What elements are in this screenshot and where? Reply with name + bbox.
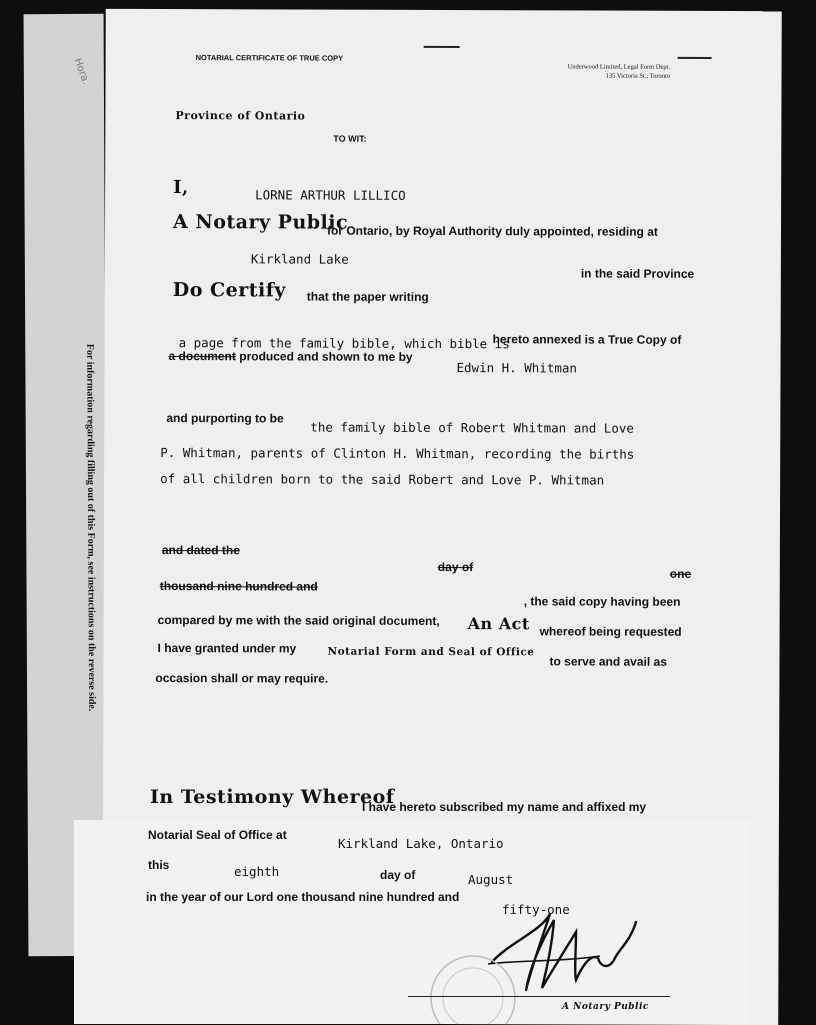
seal-at-text: Notarial Seal of Office at	[148, 828, 287, 842]
do-certify-heading: Do Certify	[172, 279, 287, 302]
purport-line-1: the family bible of Robert Whitman and Love	[310, 419, 634, 436]
notary-seal	[428, 950, 518, 1024]
year-text: in the year of our Lord one thousand nine hundred and	[146, 890, 460, 904]
an-act-heading: An Act	[467, 614, 530, 634]
publisher-line2: 135 Victoria St., Toronto	[605, 72, 671, 80]
paper-writing-text: that the paper writing	[306, 289, 429, 304]
staple-mark	[678, 57, 712, 59]
signature-label: A Notary Public	[562, 1002, 649, 1012]
day-of-label: day of	[380, 868, 416, 882]
produced-by-text: produced and shown to me by	[239, 349, 413, 364]
granted-text: I have granted under my	[157, 641, 297, 656]
notary-name-field: LORNE ARTHUR LILLICO	[255, 187, 406, 203]
a-document-struck: a document	[168, 349, 236, 364]
signature-line	[408, 996, 670, 997]
thousand-struck: thousand nine hundred and	[159, 579, 318, 594]
to-wit-label: TO WIT:	[333, 133, 367, 144]
day-field: eighth	[234, 864, 280, 879]
i-label: I,	[173, 177, 189, 199]
in-province-text: in the said Province	[580, 266, 695, 281]
in-testimony-heading: In Testimony Whereof	[150, 786, 395, 808]
serve-text: to serve and avail as	[549, 654, 667, 669]
one-struck: one	[669, 566, 692, 581]
publisher-line1: Underwood Limited, Legal Form Dept.	[567, 63, 671, 71]
year-field: fifty-one	[502, 902, 570, 917]
description-field: a page from the family bible, which bible is	[178, 335, 510, 352]
and-dated-the-struck: and dated the	[161, 543, 240, 558]
staple-mark	[424, 46, 460, 48]
publisher	[568, 62, 671, 80]
residence-field: Kirkland Lake	[250, 251, 349, 267]
form-title: NOTARIAL CERTIFICATE OF TRUE COPY	[195, 53, 344, 63]
month-field: August	[468, 872, 514, 887]
pencil-mark: Hora.	[71, 56, 92, 87]
this-label: this	[148, 858, 170, 872]
copy-compared-text: , the said copy having been	[523, 594, 681, 609]
back-sheet	[24, 14, 109, 956]
produced-line	[169, 349, 413, 364]
subscribed-text: I have hereto subscribed my name and affixed my	[362, 800, 647, 814]
province-label: Province of Ontario	[175, 109, 306, 123]
day-of-struck: day of	[437, 559, 474, 575]
annexed-text: hereto annexed is a True Copy of	[492, 332, 682, 347]
occasion-text: occasion shall or may require.	[155, 671, 329, 686]
authority-text: for Ontario, by Royal Authority duly appointed, residing at	[326, 223, 658, 239]
seal-place-field: Kirkland Lake, Ontario	[338, 836, 504, 851]
notarial-form-heading: Notarial Form and Seal of Office	[327, 645, 535, 659]
compared-by-text: compared by me with the said original document,	[157, 613, 440, 628]
whereof-text: whereof being requested	[539, 624, 682, 639]
side-instructions: For information regarding filling out of this Form, see instructions on the reverse side.	[84, 343, 98, 712]
purporting-text: and purporting to be	[166, 411, 284, 426]
purport-line-2: P. Whitman, parents of Clinton H. Whitman, recording the births	[160, 445, 635, 462]
notary-public-heading: A Notary Public	[172, 211, 349, 234]
producer-field: Edwin H. Whitman	[456, 360, 577, 376]
purport-line-3: of all children born to the said Robert and Love P. Whitman	[160, 471, 605, 488]
